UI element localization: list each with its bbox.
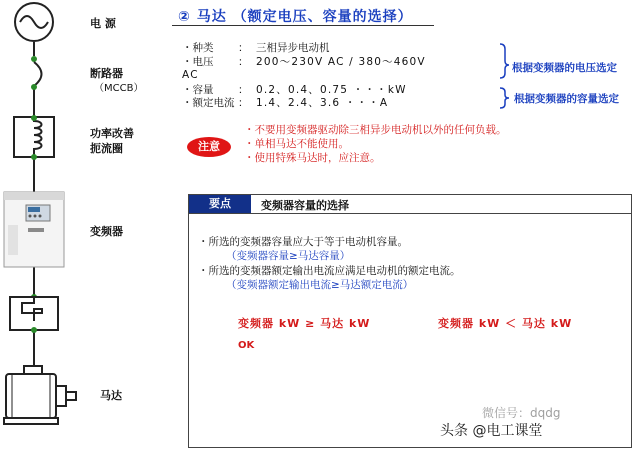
spec-row: ・电压 ： 200～230V AC / 380～460V: [182, 56, 426, 68]
key-point-note: （变频器额定输出电流≥马达额定电流）: [226, 279, 414, 291]
key-point-title: 变频器容量的选择: [261, 199, 349, 212]
inverter-icon: [4, 192, 64, 267]
capacity-note: 根据变频器的容量选定: [514, 93, 619, 105]
key-point-header: [189, 195, 631, 214]
title-underline: [172, 25, 434, 26]
key-point-line: ・所选的变频器额定输出电流应满足电动机的额定电流。: [198, 265, 461, 277]
reactor-label-1: 功率改善: [90, 127, 134, 140]
power-label: 电 源: [90, 17, 116, 30]
watermark-main: 头条 @电工课堂: [440, 423, 543, 439]
spec-row: AC: [182, 69, 199, 81]
breaker-sub-label: （MCCB）: [94, 83, 144, 94]
inverter-label: 变频器: [90, 225, 123, 238]
motor-label: 马达: [100, 389, 122, 402]
motor-icon: [4, 366, 76, 424]
spec-row: ・容量 ： 0.2、0.4、0.75 ・・・kW: [182, 84, 407, 96]
breaker-label: 断路器: [90, 67, 123, 80]
voltage-note: 根据变频器的电压选定: [512, 62, 617, 74]
warning-line: ・不要用变频器驱动除三相异步电动机以外的任何负载。: [244, 124, 507, 136]
warning-badge: 注意: [187, 137, 231, 157]
compare-ok-label: 变频器 kW ≥ 马达 kW: [238, 317, 371, 330]
spec-row: ・额定电流 ： 1.4、2.4、3.6 ・・・A: [182, 97, 389, 109]
key-point-tag: 要点: [189, 195, 251, 213]
page-title: ② 马达 （额定电压、容量的选择）: [178, 9, 413, 25]
warning-line: ・单相马达不能使用。: [244, 138, 349, 150]
warning-line: ・使用特殊马达时，应注意。: [244, 152, 381, 164]
filter-icon: [10, 294, 58, 333]
compare-ng-label: 变频器 kW ＜ 马达 kW: [438, 317, 573, 330]
watermark-faint: 微信号：dqdg: [482, 406, 561, 420]
reactor-icon: [14, 115, 54, 160]
key-point-line: ・所选的变频器容量应大于等于电动机容量。: [198, 236, 408, 248]
voltage-bracket: [500, 44, 509, 78]
capacity-bracket: [500, 88, 509, 108]
ok-label: OK: [238, 340, 255, 351]
reactor-label-2: 扼流圈: [90, 142, 123, 155]
power-source-icon: [15, 3, 53, 41]
breaker-icon: [30, 56, 42, 90]
spec-row: ・种类 ： 三相异步电动机: [182, 42, 330, 54]
key-point-note: （变频器容量≥马达容量）: [226, 250, 351, 262]
